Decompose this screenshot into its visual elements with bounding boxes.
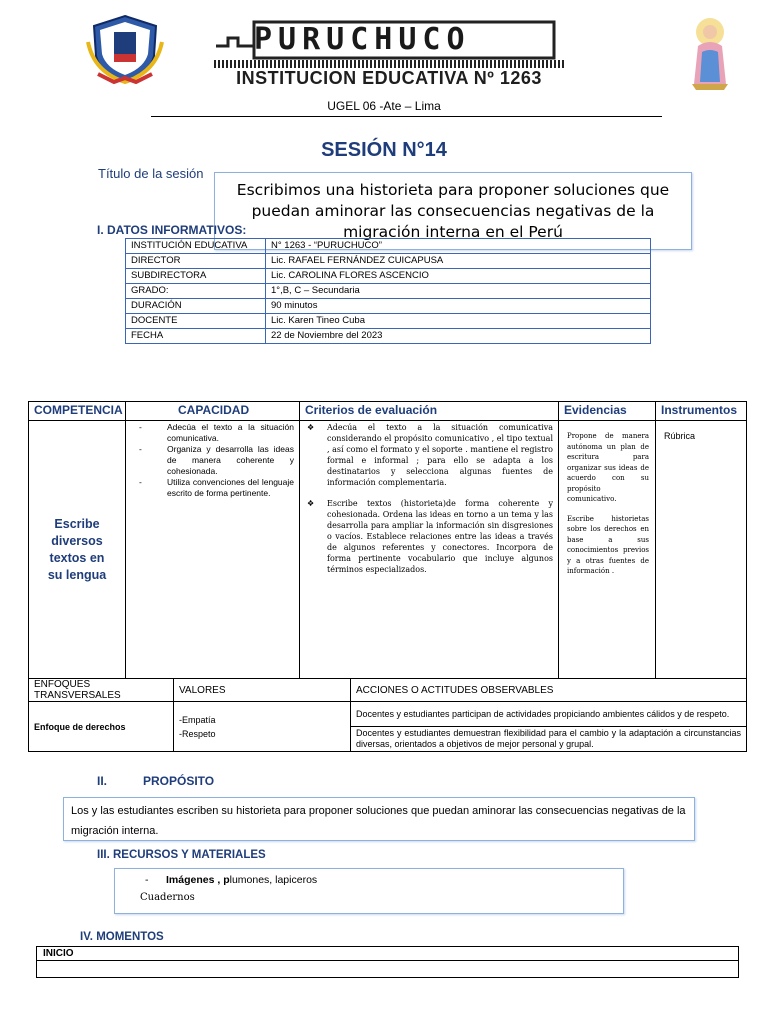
list-item: ❖ Escribe textos (historieta)de forma coherente y cohesionada. Ordena las ideas en torno a un tema y las desarrolla para ampliar la información sin disgresiones o vacíos. Establece relaciones entre las ideas a través de algunos referentes y conectores. Incorpora de forma pertinente vocabulario que incluye algunos términos especializados. — [307, 498, 553, 575]
ugel-line: UGEL 06 -Ate – Lima — [327, 99, 441, 113]
valor-item: -Respeto — [179, 728, 216, 739]
virgin-mary-image — [680, 12, 740, 92]
recurso-item-1: - Imágenes , plumones, lapiceros — [145, 874, 318, 886]
competencias-table — [28, 401, 747, 679]
momentos-heading: IV. MOMENTOS — [80, 931, 164, 943]
list-item: ❖ Adecúa el texto a la situación comunicativa considerando el propósito comunicativo , el tipo textual , así como el formato y el soporte . mantiene el registro formal e informal ; para ello se adapta a los destinatarios y selecciona algunas fuentes de información complementaria. — [307, 422, 553, 488]
inicio-content-cell — [37, 961, 739, 978]
proposito-heading — [97, 774, 214, 788]
header-capacidad: CAPACIDAD — [126, 402, 300, 421]
proposito-box: Los y las estudiantes escriben su historieta para proponer soluciones que puedan aminorar las consecuencias negativas de la migración interna. — [63, 797, 695, 841]
capacidad-list — [127, 422, 298, 499]
enfoques-table — [28, 678, 747, 752]
datos-key: DIRECTOR — [126, 254, 266, 269]
capacidad-cell — [126, 421, 300, 679]
proposito-number: II. — [97, 774, 108, 788]
datos-value: Lic. Karen Tineo Cuba — [266, 314, 651, 329]
session-title-text: Escribimos una historieta para proponer soluciones que puedan aminorar las consecuencias negativas de la migración interna en el Perú — [236, 180, 670, 241]
header-competencia: COMPETENCIA — [29, 402, 126, 421]
datos-value: Lic. CAROLINA FLORES ASCENCIO — [266, 269, 651, 284]
datos-key: DURACIÓN — [126, 299, 266, 314]
proposito-title: PROPÓSITO — [143, 774, 215, 788]
datos-value: 22 de Noviembre del 2023 — [266, 329, 651, 344]
header-enfoques: ENFOQUES TRANSVERSALES — [29, 679, 174, 702]
table-row — [126, 314, 651, 329]
table-header-row — [29, 679, 747, 702]
datos-table — [125, 238, 651, 344]
table-row — [126, 239, 651, 254]
list-item: - Organiza y desarrolla las ideas de manera coherente y cohesionada. — [139, 444, 294, 477]
evidencia-item: Propone de manera autónoma un plan de escritura para organizar sus ideas de acuerdo con su propósito comunicativo. — [567, 432, 649, 503]
datos-key: SUBDIRECTORA — [126, 269, 266, 284]
header-acciones: ACCIONES O ACTITUDES OBSERVABLES — [351, 679, 747, 702]
table-row — [126, 254, 651, 269]
list-item: - Adecúa el texto a la situación comunicativa. — [139, 422, 294, 444]
header-divider — [151, 116, 662, 117]
datos-heading: I. DATOS INFORMATIVOS: — [97, 223, 247, 237]
recurso-item-1-rest: lumones, lapiceros — [229, 874, 318, 886]
inicio-cell: INICIO — [37, 947, 739, 961]
school-brand — [214, 16, 564, 88]
header-criterios: Criterios de evaluación — [300, 402, 559, 421]
recurso-item-2: Cuadernos — [140, 892, 195, 903]
table-row — [37, 947, 739, 961]
evidencias-cell — [559, 421, 656, 679]
datos-value: 1°,B, C – Secundaria — [266, 284, 651, 299]
momentos-table — [36, 946, 739, 978]
header-valores: VALORES — [174, 679, 351, 702]
datos-value: Lic. RAFAEL FERNÁNDEZ CUICAPUSA — [266, 254, 651, 269]
table-row — [126, 299, 651, 314]
evidencia-item: Escribe historietas sobre los derechos en base a sus conocimientos previos y a otras fuentes de información . — [567, 514, 649, 575]
session-title-label: Título de la sesión — [98, 166, 204, 181]
session-title: SESIÓN N°14 — [321, 139, 447, 161]
datos-key: INSTITUCIÓN EDUCATIVA — [126, 239, 266, 254]
accion-cell: Docentes y estudiantes demuestran flexibilidad para el cambio y la adaptación a circunstancias diversas, orientados a objetivos de mejor personal y grupal. — [351, 727, 747, 752]
table-row — [126, 329, 651, 344]
header-instrumentos: Instrumentos — [656, 402, 747, 421]
brand-wordmark — [214, 16, 564, 60]
list-item: - Utiliza convenciones del lenguaje escrito de forma pertinente. — [139, 477, 294, 499]
brand-word-text: PURUCHUCO — [254, 22, 471, 57]
header-evidencias: Evidencias — [559, 402, 656, 421]
recursos-box — [114, 868, 624, 914]
datos-value: 90 minutos — [266, 299, 651, 314]
table-row — [126, 284, 651, 299]
datos-key: DOCENTE — [126, 314, 266, 329]
table-row — [29, 421, 747, 679]
table-row — [126, 269, 651, 284]
school-crest-logo — [84, 12, 166, 84]
competencia-text: Escribe diversos textos en su lengua — [47, 516, 107, 582]
datos-key: FECHA — [126, 329, 266, 344]
recurso-item-1-bold: Imágenes , p — [166, 874, 230, 886]
criterios-cell — [300, 421, 559, 679]
datos-value: N° 1263 - “PURUCHUCO” — [266, 239, 651, 254]
valores-cell — [174, 702, 351, 752]
table-row — [29, 702, 747, 727]
brand-hatch-band — [214, 60, 564, 68]
criterios-list — [301, 422, 557, 575]
table-row — [37, 961, 739, 978]
accion-cell: Docentes y estudiantes participan de actividades propiciando ambientes cálidos y de respeto. — [351, 702, 747, 727]
enfoque-cell: Enfoque de derechos — [29, 702, 174, 752]
table-header-row — [29, 402, 747, 421]
competencia-cell — [29, 421, 126, 679]
recursos-heading: III. RECURSOS Y MATERIALES — [97, 849, 266, 861]
datos-key: GRADO: — [126, 284, 266, 299]
valor-item: -Empatía — [179, 714, 216, 725]
institution-name: INSTITUCION EDUCATIVA Nº 1263 — [236, 68, 542, 88]
instrumento-cell: Rúbrica — [656, 421, 747, 679]
